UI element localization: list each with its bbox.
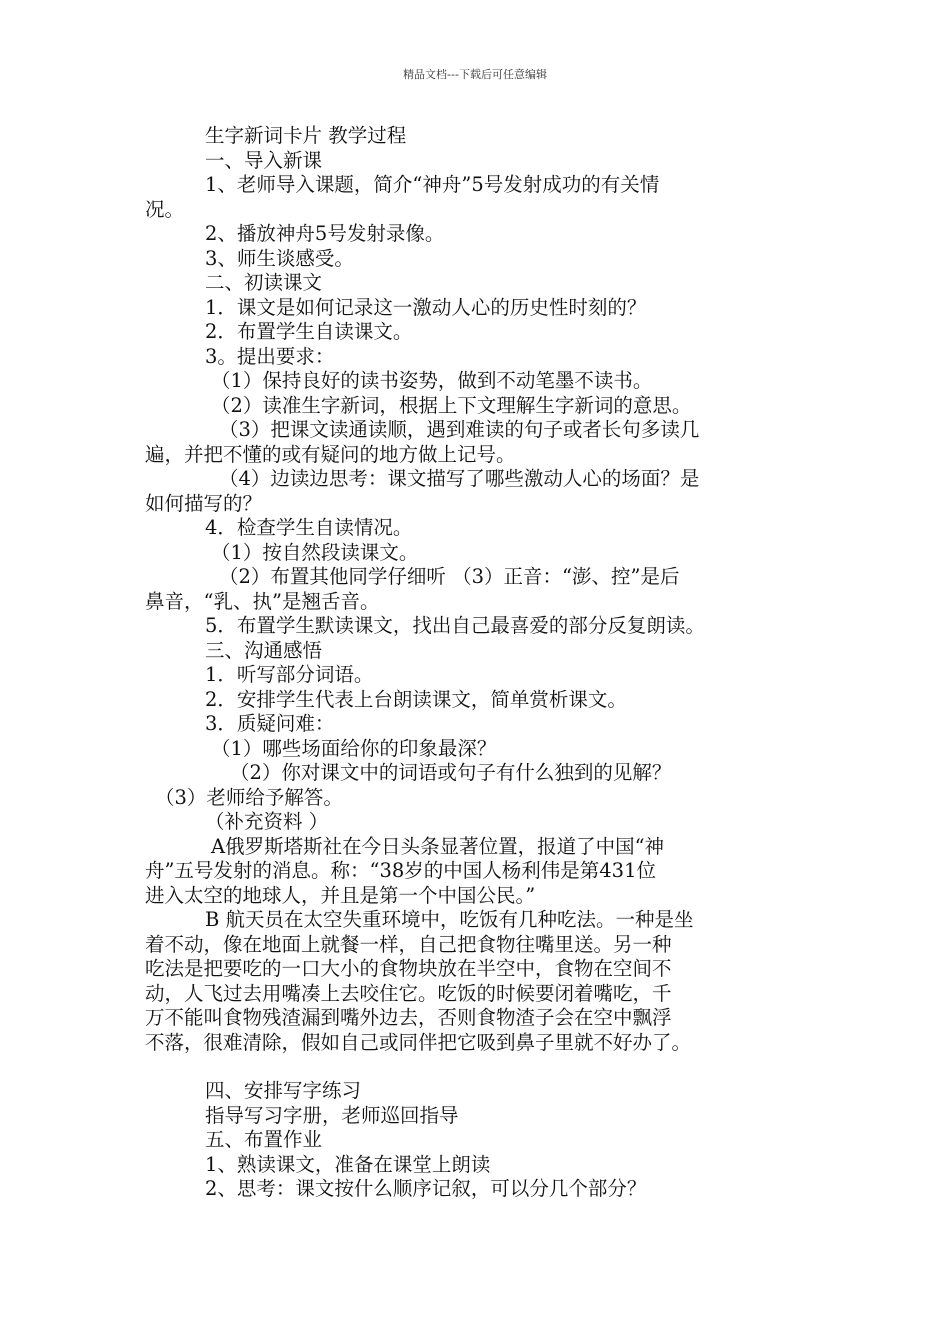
- paragraph-line: 3．质疑问难：: [205, 712, 335, 735]
- paragraph-line: 1．听写部分词语。: [205, 663, 374, 686]
- paragraph-line: A俄罗斯塔斯社在今日头条显著位置，报道了中国“神: [211, 834, 665, 858]
- paragraph-line: 舟”五号发射的消息。称：“38岁的中国人杨利伟是第431位: [145, 859, 656, 882]
- paragraph-line: 2、播放神舟5号发射录像。: [205, 222, 445, 245]
- paragraph-line: 不落，很难清除，假如自己或同伴把它吸到鼻子里就不好办了。: [145, 1030, 692, 1054]
- paragraph-line: 1．课文是如何记录这一激动人心的历史性时刻的？: [205, 295, 647, 319]
- paragraph-line: B 航天员在太空失重环境中，吃饭有几种吃法。一种是坐: [205, 908, 694, 931]
- paragraph-line: 指导写习字册，老师巡回指导: [205, 1103, 459, 1127]
- paragraph-line: （2）布置其他同学仔细听 （3）正音：“澎、控”是后: [219, 565, 680, 588]
- paragraph-line: 2．布置学生自读课文。: [205, 320, 413, 343]
- paragraph-line: 5．布置学生默读课文，找出自己最喜爱的部分反复朗读。: [205, 614, 705, 637]
- section-heading: 五、布置作业: [205, 1128, 323, 1151]
- line-title: 生字新词卡片 教学过程: [205, 124, 407, 147]
- paragraph-line: 万不能叫食物残渣漏到嘴外边去，否则食物渣子会在空中飘浮: [145, 1006, 672, 1029]
- paragraph-line: 4．检查学生自读情况。: [205, 516, 413, 539]
- paragraph-line: （4）边读边思考：课文描写了哪些激动人心的场面？是: [219, 467, 700, 490]
- paragraph-line: （2）读准生字新词，根据上下文理解生字新词的意思。: [211, 393, 692, 417]
- page-header: 精品文档---下载后可任意编辑: [403, 68, 547, 81]
- paragraph-line: （2）你对课文中的词语或句子有什么独到的见解？: [230, 761, 672, 784]
- paragraph-line: 况。: [145, 197, 185, 221]
- paragraph-line: （1）哪些场面给你的印象最深？: [211, 736, 497, 760]
- paragraph-line: 着不动，像在地面上就餐一样，自己把食物往嘴里送。另一种: [145, 932, 672, 956]
- paragraph-line: 动，人飞过去用嘴凑上去咬住它。吃饭的时候要闭着嘴吃，千: [145, 981, 672, 1005]
- section-heading: 一、导入新课: [205, 148, 323, 172]
- blank-line: [145, 1055, 825, 1079]
- paragraph-line: 鼻音，“乳、执”是翘舌音。: [145, 589, 380, 613]
- paragraph-line: 2、思考：课文按什么顺序记叙，可以分几个部分？: [205, 1177, 647, 1200]
- paragraph-line: （3）把课文读通读顺，遇到难读的句子或者长句多读几: [219, 418, 700, 441]
- paragraph-line: （3）老师给予解答。: [155, 785, 343, 809]
- paragraph-line: （1）保持良好的读书姿势，做到不动笔墨不读书。: [211, 369, 653, 392]
- paragraph-line: 3。提出要求：: [205, 344, 335, 368]
- paragraph-line: 1、熟读课文，准备在课堂上朗读: [205, 1152, 491, 1176]
- paragraph-line: 1、老师导入课题，简介“神舟”5号发射成功的有关情: [205, 173, 660, 196]
- section-heading: 二、初读课文: [205, 271, 323, 294]
- paragraph-line: （1）按自然段读课文。: [211, 540, 419, 564]
- paragraph-line: （补充资料 ）: [205, 810, 329, 833]
- paragraph-line: 3、师生谈感受。: [205, 246, 354, 270]
- paragraph-line: 吃法是把要吃的一口大小的食物块放在半空中，食物在空间不: [145, 957, 672, 980]
- document-body: [145, 124, 825, 1202]
- section-heading: 四、安排写字练习: [205, 1079, 362, 1102]
- paragraph-line: 遍，并把不懂的或有疑问的地方做上记号。: [145, 442, 516, 466]
- paragraph-line: 进入太空的地球人，并且是第一个中国公民。”: [145, 883, 536, 907]
- paragraph-line: 如何描写的？: [145, 491, 263, 515]
- paragraph-line: 2．安排学生代表上台朗读课文，简单赏析课文。: [205, 687, 627, 711]
- section-heading: 三、沟通感悟: [205, 638, 323, 662]
